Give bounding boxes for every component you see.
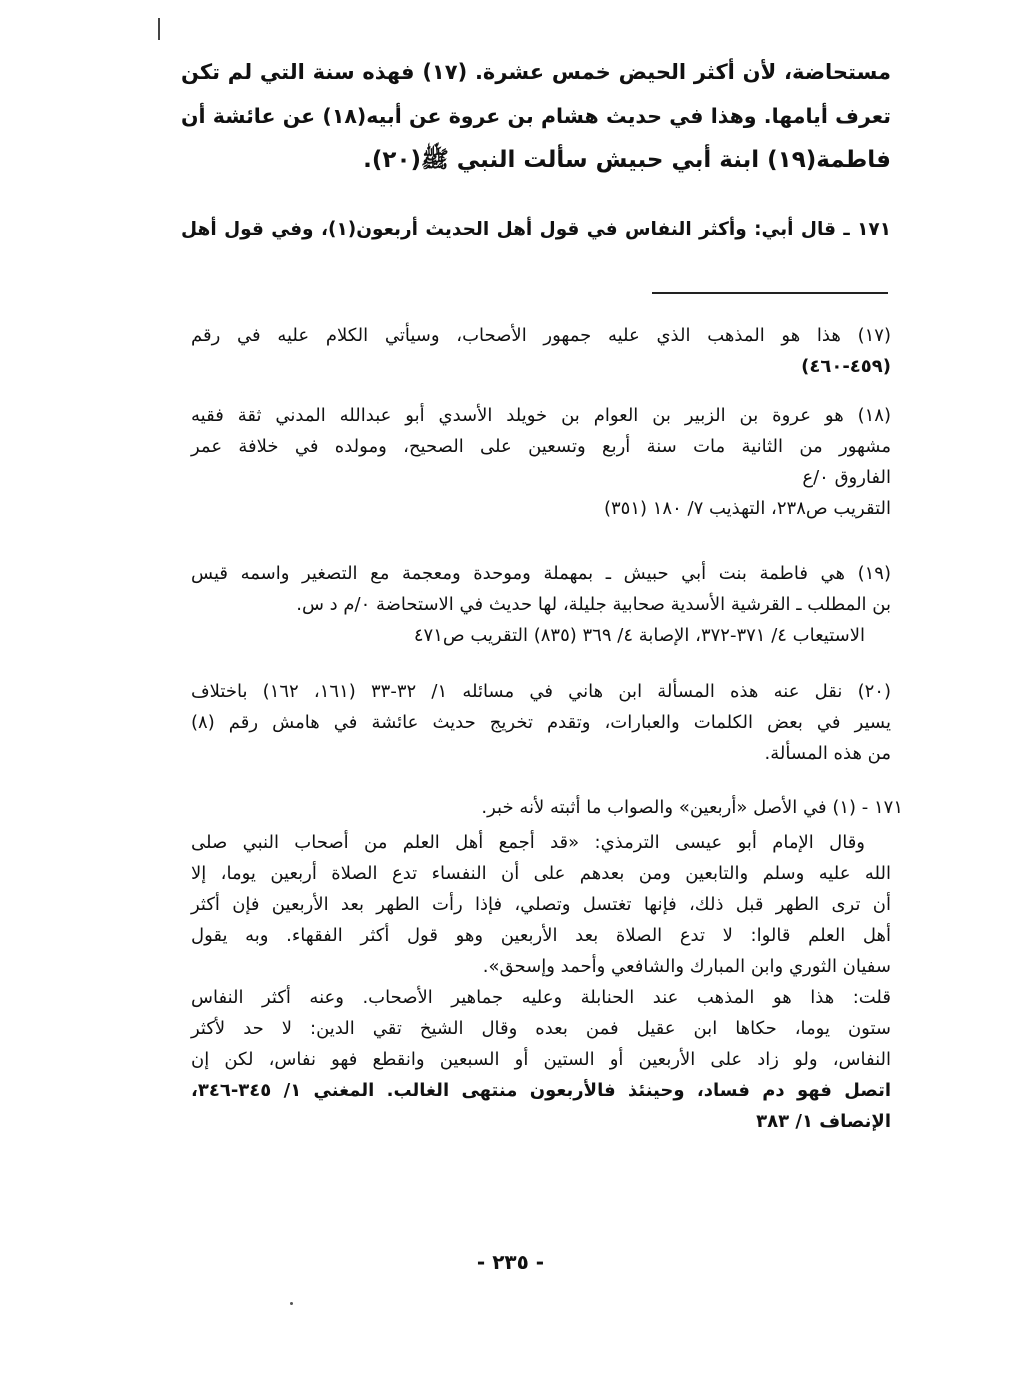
footnote-171 xyxy=(191,792,903,823)
footnote-line: ستون يوما، حكاها ابن عقيل فمن بعده وقال الشيخ تقي الدين: لا حد لأكثر xyxy=(191,1018,891,1039)
footnote-line: الإنصاف ١/ ٣٨٣ xyxy=(756,1111,891,1132)
footnote-line: قلت: هذا هو المذهب عند الحنابلة وعليه جماهير الأصحاب. وعنه أكثر النفاس xyxy=(191,987,891,1008)
footnote-line: سفيان الثوري وابن المبارك والشافعي وأحمد وإسحق». xyxy=(482,956,891,977)
page-number: - ٢٣٥ - xyxy=(476,1250,545,1274)
footnote-line: الفاروق ٠/ع xyxy=(802,467,891,488)
footnote-20 xyxy=(191,676,891,769)
footnote-line: مشهور من الثانية مات سنة أربع وتسعين على الصحيح، ومولده في خلافة عمر xyxy=(191,436,891,457)
footnote-line: وقال الإمام أبو عيسى الترمذي: «قد أجمع أهل العلم من أصحاب النبي صلى xyxy=(191,832,865,853)
footnote-17 xyxy=(191,320,891,382)
footnote-line: بن المطلب ـ القرشية الأسدية صحابية جليلة، لها حديث في الاستحاضة ٠/م د س. xyxy=(296,594,891,615)
footnote-line: الله عليه وسلم والتابعين ومن بعدهم على أن النفساء تدع الصلاة أربعين يوما، إلا xyxy=(191,863,891,884)
main-text xyxy=(181,50,891,182)
footnote-line: التقريب ص٢٣٨، التهذيب ٧/ ١٨٠ (٣٥١) xyxy=(603,498,891,519)
footnote-line: النفاس، ولو زاد على الأربعين أو الستين أو السبعين وانقطع فهو نفاس، لكن إن xyxy=(191,1049,891,1070)
footnote-line: اتصل فهو دم فساد، وحينئذ فالأربعون منتهى الغالب. المغني ١/ ٣٤٥-٣٤٦، xyxy=(191,1080,892,1101)
paragraph-171-line: ١٧١ ـ قال أبي: وأكثر النفاس في قول أهل الحديث أربعون(١)، وفي قول أهل xyxy=(181,219,891,240)
footnote-line: أهل العلم قالوا: لا تدع الصلاة بعد الأربعين وهو قول أكثر الفقهاء. وبه يقول xyxy=(191,925,891,946)
margin-mark xyxy=(158,18,160,40)
scan-speck xyxy=(290,1302,293,1305)
footnote-171-body xyxy=(191,827,891,1137)
footnote-18 xyxy=(191,400,891,524)
main-text-line: مستحاضة، لأن أكثر الحيض خمس عشرة. (١٧) فهذه سنة التي لم تكن xyxy=(181,60,891,84)
footnote-line: ١٧١ - (١) في الأصل «أربعين» والصواب ما أثبته لأنه خبر. xyxy=(481,797,903,818)
footnote-line: (١٧) هذا هو المذهب الذي عليه جمهور الأصحاب، وسيأتي الكلام عليه في رقم xyxy=(191,325,891,346)
main-text-line: فاطمة(١٩) ابنة أبي حبيش سألت النبي ﷺ(٢٠). xyxy=(363,147,891,173)
footnote-line: (١٩) هي فاطمة بنت أبي حبيش ـ بمهملة وموحدة ومعجمة مع التصغير واسمه قيس xyxy=(191,563,891,584)
footnote-line: الاستيعاب ٤/ ٣٧١-٣٧٢، الإصابة ٤/ ٣٦٩ (٨٣٥) التقريب ص٤٧١ xyxy=(413,625,865,646)
footnote-line: (٤٥٩-٤٦٠) xyxy=(801,356,891,377)
footnote-separator xyxy=(652,292,888,294)
paragraph-171 xyxy=(181,208,891,252)
main-text-line: تعرف أيامها. وهذا في حديث هشام بن عروة عن أبيه(١٨) عن عائشة أن xyxy=(181,104,892,128)
footnote-line: (٢٠) نقل عنه هذه المسألة ابن هاني في مسائله ١/ ٣٢-٣٣ (١٦١، ١٦٢) باختلاف xyxy=(191,681,892,702)
footnote-line: يسير في بعض الكلمات والعبارات، وتقدم تخريج حديث عائشة في هامش رقم (٨) xyxy=(191,712,891,733)
footnote-line: (١٨) هو عروة بن الزبير بن العوام بن خويلد الأسدي أبو عبدالله المدني ثقة فقيه xyxy=(191,405,891,426)
footnote-line: من هذه المسألة. xyxy=(764,743,891,764)
footnote-19 xyxy=(191,558,891,651)
footnote-line: أن ترى الطهر قبل ذلك، فإنها تغتسل وتصلي، فإذا رأت الطهر بعد الأربعين فإن أكثر xyxy=(191,894,891,915)
